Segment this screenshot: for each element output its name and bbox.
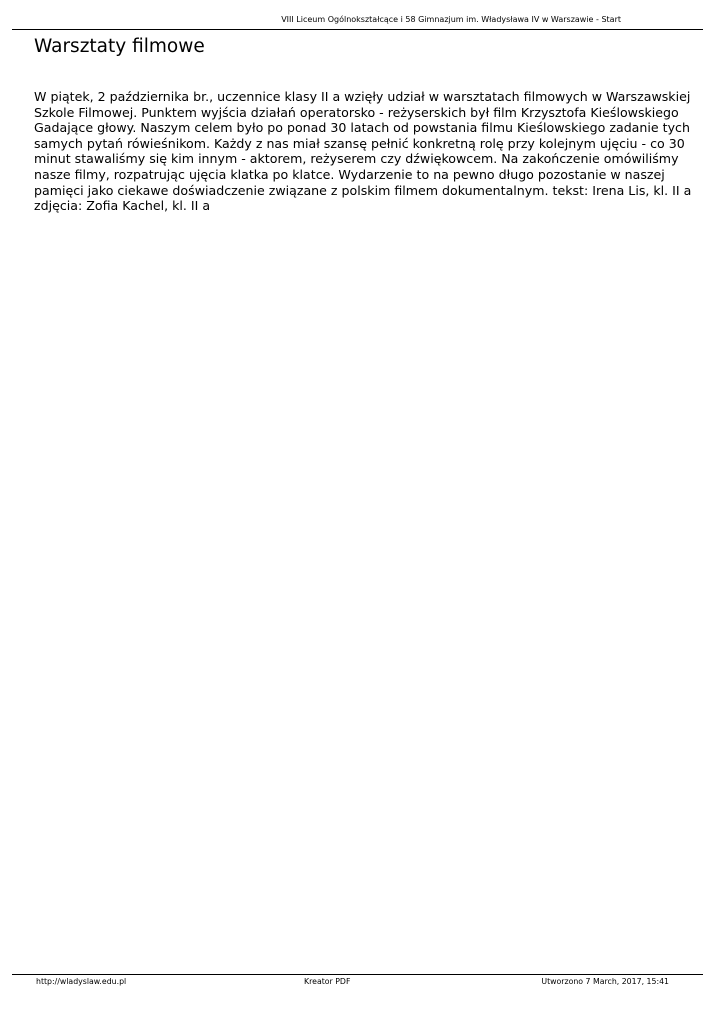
page-footer	[12, 974, 703, 989]
header-site-title: VIII Liceum Ogólnokształcące i 58 Gimnazjum im. Władysława IV w Warszawie - Start	[281, 15, 621, 24]
footer-generator: Kreator PDF	[304, 977, 351, 986]
footer-url: http://wladyslaw.edu.pl	[36, 977, 127, 986]
article-body: W piątek, 2 października br., uczennice klasy II a wzięły udział w warsztatach filmowych w Warszawskiej Szkole Filmowej. Punktem wyjścia działań operatorsko - reżyserskich był film Krzysztofa Kieślowskiego Gadające głowy. Naszym celem było po ponad 30 latach od powstania filmu Kieślowskiego zadanie tych samych pytań rówieśnikom. Każdy z nas miał szansę pełnić konkretną rolę przy kolejnym ujęciu - co 30 minut stawaliśmy się kim innym - aktorem, reżyserem czy dźwiękowcem. Na zakończenie omówiliśmy nasze filmy, rozpatrując ujęcia klatka po klatce. Wydarzenie to na pewno długo pozostanie w naszej pamięci jako ciekawe doświadczenie związane z polskim filmem dokumentalnym. tekst: Irena Lis, kl. II a zdjęcia: Zofia Kachel, kl. II a	[34, 89, 692, 214]
footer-created-date: Utworzono 7 March, 2017, 15:41	[541, 977, 669, 986]
page-header	[12, 14, 703, 30]
article-title: Warsztaty filmowe	[34, 36, 205, 57]
